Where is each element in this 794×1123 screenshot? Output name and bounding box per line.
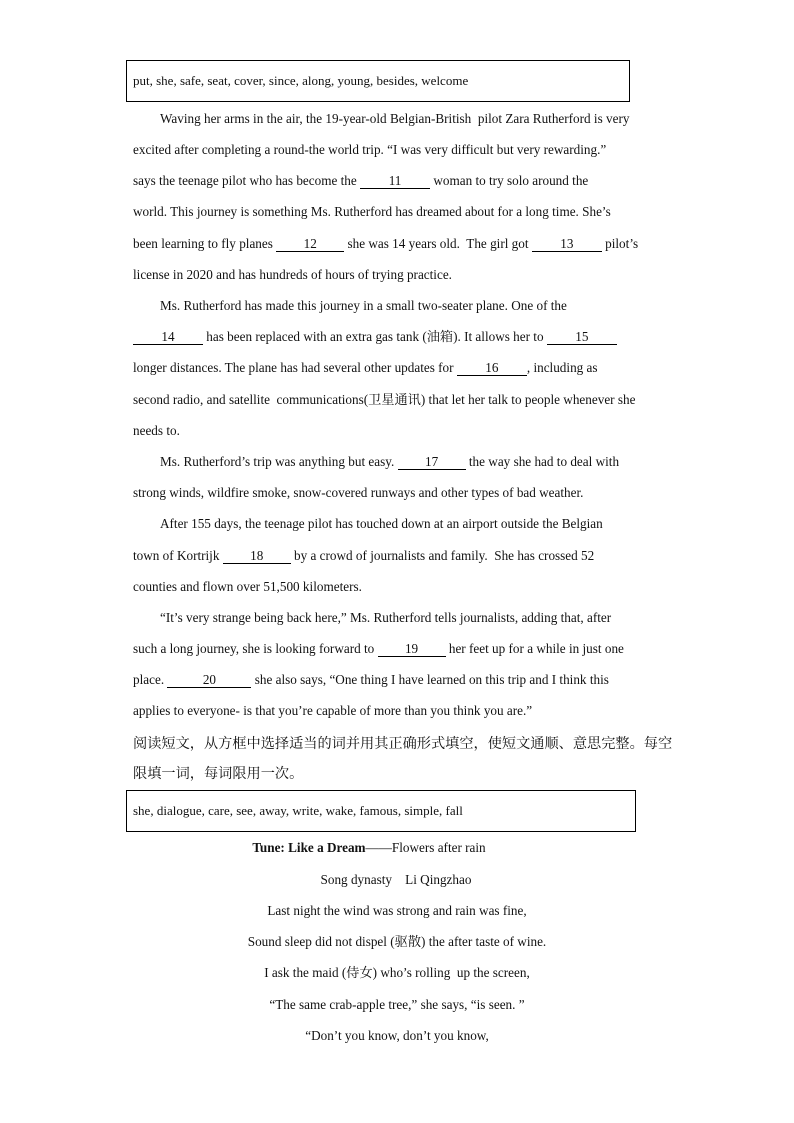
- blank-15: 15: [547, 329, 617, 345]
- word-bank-box-1: [126, 60, 630, 102]
- blank-13: 13: [532, 236, 602, 252]
- passage-line: place. 20 she also says, “One thing I have learned on this trip and I think this: [133, 672, 609, 687]
- passage-line: excited after completing a round-the world trip. “I was very difficult but very rewarding.”: [133, 142, 607, 157]
- blank-19: 19: [378, 641, 446, 657]
- blank-17: 17: [398, 454, 466, 470]
- passage-line: second radio, and satellite communications(卫星通讯) that let her talk to people whenever she: [133, 392, 636, 407]
- passage-line: world. This journey is something Ms. Rutherford has dreamed about for a long time. She’s: [133, 204, 611, 219]
- poem-line: Sound sleep did not dispel (驱散) the after taste of wine.: [247, 934, 547, 949]
- poem-line: I ask the maid (侍女) who’s rolling up the screen,: [264, 965, 530, 980]
- passage-line: strong winds, wildfire smoke, snow-covered runways and other types of bad weather.: [133, 485, 584, 500]
- passage-line: license in 2020 and has hundreds of hours of trying practice.: [133, 267, 452, 282]
- blank-12: 12: [276, 236, 344, 252]
- passage-line: counties and flown over 51,500 kilometers.: [133, 579, 362, 594]
- poem-line: “Don’t you know, don’t you know,: [305, 1028, 489, 1043]
- passage-line: been learning to fly planes 12 she was 14 years old. The girl got 13 pilot’s: [133, 236, 639, 251]
- word-bank-1-text: put, she, safe, seat, cover, since, along, young, besides, welcome: [133, 73, 469, 88]
- passage-line: Waving her arms in the air, the 19-year-old Belgian-British pilot Zara Rutherford is very: [160, 111, 630, 126]
- passage-line: longer distances. The plane has had several other updates for 16 , including as: [133, 360, 598, 375]
- passage-line: needs to.: [133, 423, 180, 438]
- passage-line: says the teenage pilot who has become the 11 woman to try solo around the: [133, 173, 589, 188]
- blank-16: 16: [457, 360, 527, 376]
- passage-line: 14 has been replaced with an extra gas tank (油箱). It allows her to 15: [133, 327, 617, 347]
- poem-line: “The same crab-apple tree,” she says, “is seen. ”: [269, 997, 525, 1012]
- poem-line: Last night the wind was strong and rain was fine,: [267, 903, 527, 918]
- word-bank-box-2: [126, 790, 636, 832]
- blank-11: 11: [360, 173, 430, 189]
- passage-line: such a long journey, she is looking forward to 19 her feet up for a while in just one: [133, 641, 624, 656]
- passage-line: applies to everyone- is that you’re capable of more than you think you are.”: [133, 703, 533, 718]
- blank-18: 18: [223, 548, 291, 564]
- poem-byline: Song dynasty Li Qingzhao: [320, 872, 472, 887]
- poem-title: Tune: Like a Dream——Flowers after rain: [252, 840, 486, 855]
- passage-line: Ms. Rutherford has made this journey in a small two-seater plane. One of the: [160, 298, 567, 313]
- word-bank-2-text: she, dialogue, care, see, away, write, wake, famous, simple, fall: [133, 803, 463, 818]
- passage-line: “It’s very strange being back here,” Ms. Rutherford tells journalists, adding that, after: [160, 610, 612, 625]
- passage-line: After 155 days, the teenage pilot has touched down at an airport outside the Belgian: [160, 516, 603, 531]
- instruction-line: 限填一词，每词限用一次。: [133, 766, 304, 782]
- passage-line: town of Kortrijk 18 by a crowd of journalists and family. She has crossed 52: [133, 548, 595, 563]
- instruction-line: 阅读短文，从方框中选择适当的词并用其正确形式填空，使短文通顺、意思完整。每空: [133, 736, 673, 752]
- blank-14: 14: [133, 329, 203, 345]
- blank-20: 20: [167, 672, 251, 688]
- passage-line: Ms. Rutherford’s trip was anything but easy. 17 the way she had to deal with: [160, 454, 620, 469]
